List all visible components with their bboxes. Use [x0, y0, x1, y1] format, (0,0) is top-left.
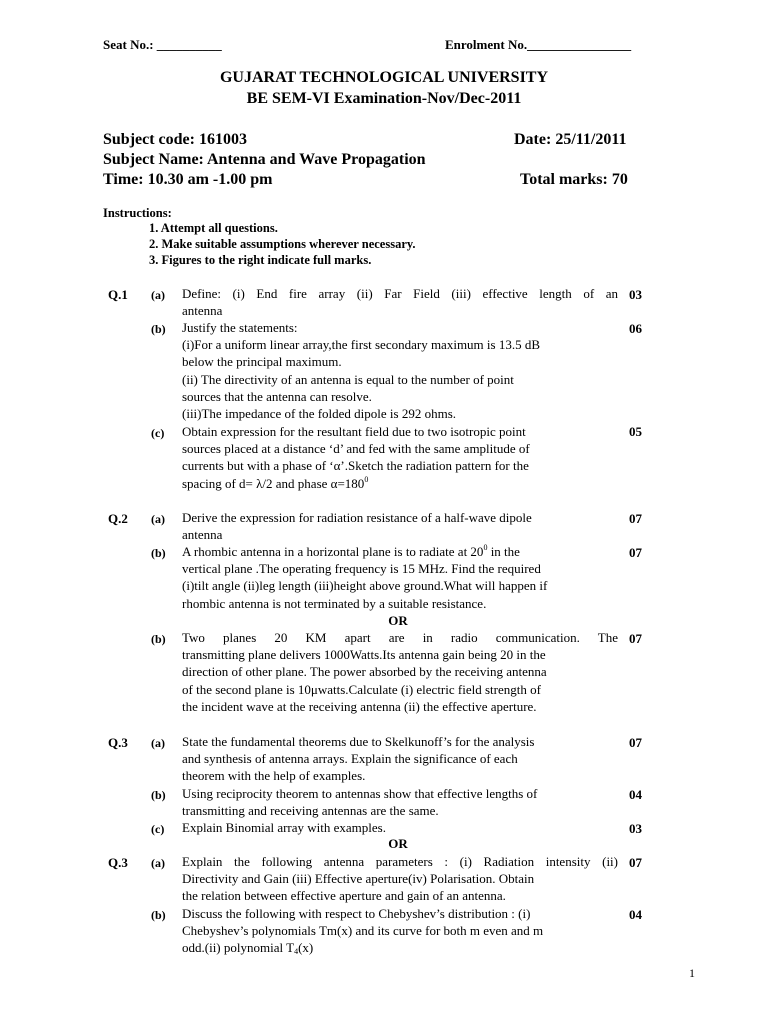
text-line: Justify the statements: [182, 320, 298, 335]
text-line: Obtain expression for the resultant field due to two isotropic point [182, 424, 526, 439]
text-line: (ii) The directivity of an antenna is equal to the number of point [182, 371, 514, 387]
question-number: Q.3 [108, 855, 128, 870]
part-label: (a) [151, 856, 165, 870]
text-line: theorem with the help of examples. [182, 768, 366, 784]
text-line: Derive the expression for radiation resistance of a half-wave dipole [182, 510, 532, 525]
part-label: (a) [151, 736, 165, 750]
text-line: currents but with a phase of ‘α’.Sketch the radiation pattern for the [182, 458, 529, 474]
enrolment-number-label: Enrolment No.________________ [445, 37, 632, 52]
university-title: GUJARAT TECHNOLOGICAL UNIVERSITY [219, 69, 549, 86]
instruction-item: 2. Make suitable assumptions wherever necessary. [149, 237, 416, 251]
marks: 03 [629, 821, 642, 836]
part-label: (b) [151, 908, 166, 922]
question-number: Q.3 [108, 735, 128, 750]
part-label: (b) [151, 632, 166, 646]
text-line: A rhombic antenna in a horizontal plane is to radiate at $20^0$ in the [182, 543, 520, 559]
marks: 07 [629, 511, 642, 526]
subject-name: Subject Name: Antenna and Wave Propagation [103, 151, 426, 168]
text-line: Two planes 20 KM apart are in radio communication. The [182, 630, 618, 645]
marks: 04 [629, 907, 642, 922]
part-label: (b) [151, 788, 166, 802]
text-line: State the fundamental theorems due to Skelkunoff’s for the analysis [182, 734, 535, 749]
text-line: Chebyshev’s polynomials Tm(x) and its curve for both m even and m [182, 923, 544, 939]
text-line: rhombic antenna is not terminated by a suitable resistance. [182, 595, 487, 611]
text-line: antenna [182, 303, 223, 319]
marks: 07 [629, 631, 642, 646]
question-text [182, 733, 618, 785]
part-label: (a) [151, 512, 165, 526]
instructions-heading: Instructions: [103, 206, 172, 220]
part-label: (c) [151, 426, 165, 440]
text-line: direction of other plane. The power absorbed by the receiving antenna [182, 664, 547, 680]
exam-title: BE SEM-VI Examination-Nov/Dec-2011 [246, 90, 522, 107]
text-line: and synthesis of antenna arrays. Explain the significance of each [182, 751, 518, 767]
question-text [182, 543, 618, 612]
text-line: (i)tilt angle (ii)leg length (iii)height above ground.What will happen if [182, 578, 548, 594]
text-line: transmitting plane delivers 1000Watts.Its antenna gain being 20 in the [182, 647, 546, 663]
text-line: transmitting and receiving antennas are the same. [182, 803, 439, 819]
question-number: Q.2 [108, 511, 128, 526]
subject-code: Subject code: 161003 [103, 131, 247, 148]
text-line: vertical plane .The operating frequency is 15 MHz. Find the required [182, 561, 541, 577]
or-separator: OR [388, 613, 408, 628]
text-line: odd.(ii) polynomial $T_4(x)$ [182, 940, 314, 957]
instruction-item: 3. Figures to the right indicate full marks. [149, 253, 372, 267]
instruction-item: 1. Attempt all questions. [149, 221, 278, 235]
total-marks: Total marks: 70 [520, 171, 628, 188]
question-text [182, 509, 618, 543]
marks: 07 [629, 545, 642, 560]
question-text [182, 905, 618, 957]
text-line: below the principal maximum. [182, 354, 342, 370]
question-text [182, 285, 618, 319]
text-line: (iii)The impedance of the folded dipole is 292 ohms. [182, 406, 457, 422]
text-line: antenna [182, 527, 223, 543]
question-text [182, 629, 618, 715]
text-line: Explain Binomial array with examples. [182, 820, 386, 835]
seat-number-label: Seat No.: __________ [103, 37, 222, 52]
exam-time: Time: 10.30 am -1.00 pm [103, 171, 273, 188]
text-line: Directivity and Gain (iii) Effective aperture(iv) Polarisation. Obtain [182, 871, 535, 887]
text-line: (i)For a uniform linear array,the first secondary maximum is 13.5 dB [182, 337, 541, 353]
text-line: spacing of d= λ/2 and phase $\alpha=180^0$ [182, 474, 369, 491]
marks: 06 [629, 321, 642, 336]
or-separator: OR [388, 836, 408, 851]
marks: 03 [629, 287, 642, 302]
text-line: Explain the following antenna parameters : (i) Radiation intensity (ii) [182, 854, 618, 869]
marks: 05 [629, 424, 642, 439]
part-label: (c) [151, 822, 165, 836]
text-line: of the second plane is 10μwatts.Calculate (i) electric field strength of [182, 681, 541, 697]
page-number: 1 [689, 966, 695, 980]
text-line: Define: (i) End fire array (ii) Far Field (iii) effective length of an [182, 286, 618, 301]
text-line: Using reciprocity theorem to antennas show that effective lengths of [182, 786, 538, 801]
text-line: sources that the antenna can resolve. [182, 388, 372, 404]
question-text [182, 819, 618, 836]
exam-date: Date: 25/11/2011 [514, 131, 627, 148]
question-text [182, 423, 618, 492]
text-line: Discuss the following with respect to Chebyshev’s distribution : (i) [182, 906, 531, 921]
question-text [182, 785, 618, 819]
text-line: the relation between effective aperture and gain of an antenna. [182, 888, 506, 904]
marks: 07 [629, 735, 642, 750]
part-label: (b) [151, 322, 166, 336]
marks: 04 [629, 787, 642, 802]
part-label: (b) [151, 546, 166, 560]
marks: 07 [629, 855, 642, 870]
question-number: Q.1 [108, 287, 128, 302]
part-label: (a) [151, 288, 165, 302]
question-text [182, 319, 618, 422]
text-line: the incident wave at the receiving antenna (ii) the effective aperture. [182, 698, 537, 714]
text-line: sources placed at a distance ‘d’ and fed with the same amplitude of [182, 441, 530, 457]
question-text [182, 853, 618, 905]
